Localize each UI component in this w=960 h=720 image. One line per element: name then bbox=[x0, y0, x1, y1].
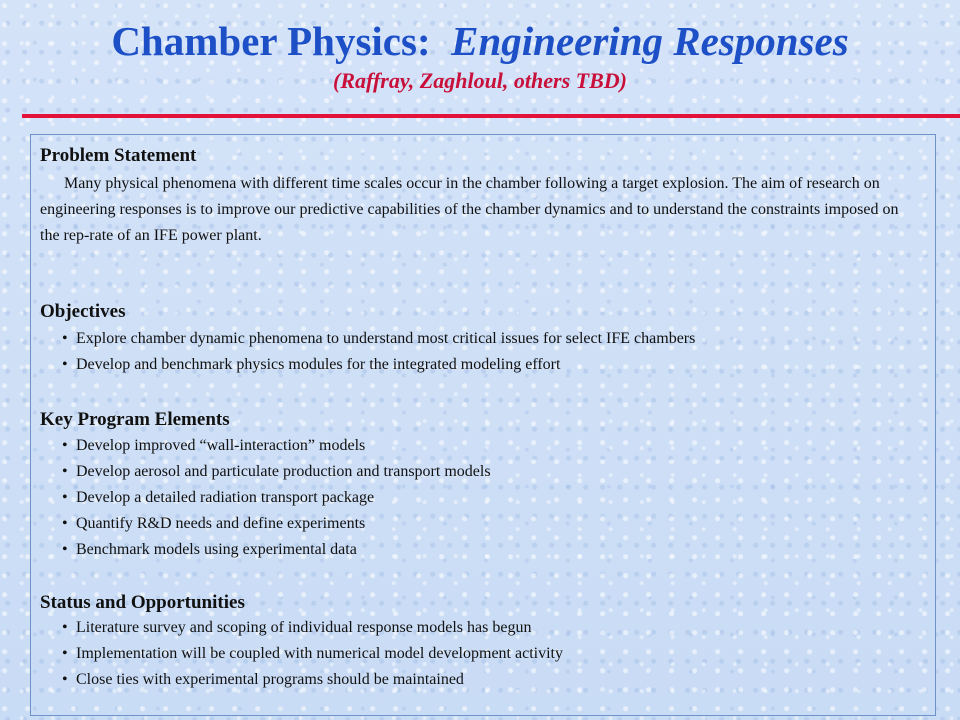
list-item: • Develop a detailed radiation transport package bbox=[76, 485, 491, 511]
list-item: • Literature survey and scoping of individual response models has begun bbox=[76, 615, 563, 641]
list-item: • Close ties with experimental programs should be maintained bbox=[76, 667, 563, 693]
heading-key-program-elements: Key Program Elements bbox=[40, 409, 230, 430]
list-item: • Implementation will be coupled with numerical model development activity bbox=[76, 641, 563, 667]
heading-problem-statement: Problem Statement bbox=[40, 145, 197, 166]
heading-status-and-opportunities: Status and Opportunities bbox=[40, 592, 245, 613]
list-item: • Develop aerosol and particulate production and transport models bbox=[76, 459, 491, 485]
objectives-list bbox=[76, 326, 695, 378]
title-italic: Engineering Responses bbox=[451, 18, 849, 64]
status-and-opportunities-list bbox=[76, 615, 563, 693]
list-item: • Develop and benchmark physics modules for the integrated modeling effort bbox=[76, 352, 695, 378]
title-main: Chamber Physics: bbox=[111, 18, 431, 64]
problem-statement-text bbox=[40, 171, 910, 249]
slide-subtitle: (Raffray, Zaghloul, others TBD) bbox=[333, 68, 627, 93]
list-item: • Benchmark models using experimental data bbox=[76, 537, 491, 563]
heading-objectives: Objectives bbox=[40, 301, 126, 322]
list-item: • Explore chamber dynamic phenomena to understand most critical issues for select IFE chambers bbox=[76, 326, 695, 352]
list-item: • Develop improved “wall-interaction” models bbox=[76, 433, 491, 459]
problem-statement-body: Many physical phenomena with different time scales occur in the chamber following a target explosion. The aim of research on engineering responses is to improve our predictive capabilities of the chamber dynamics and to understand the constraints imposed on the rep-rate of an IFE power plant. bbox=[40, 175, 899, 244]
key-program-elements-list bbox=[76, 433, 491, 563]
list-item: • Quantify R&D needs and define experiments bbox=[76, 511, 491, 537]
slide-title bbox=[0, 14, 960, 68]
title-divider bbox=[22, 114, 960, 118]
